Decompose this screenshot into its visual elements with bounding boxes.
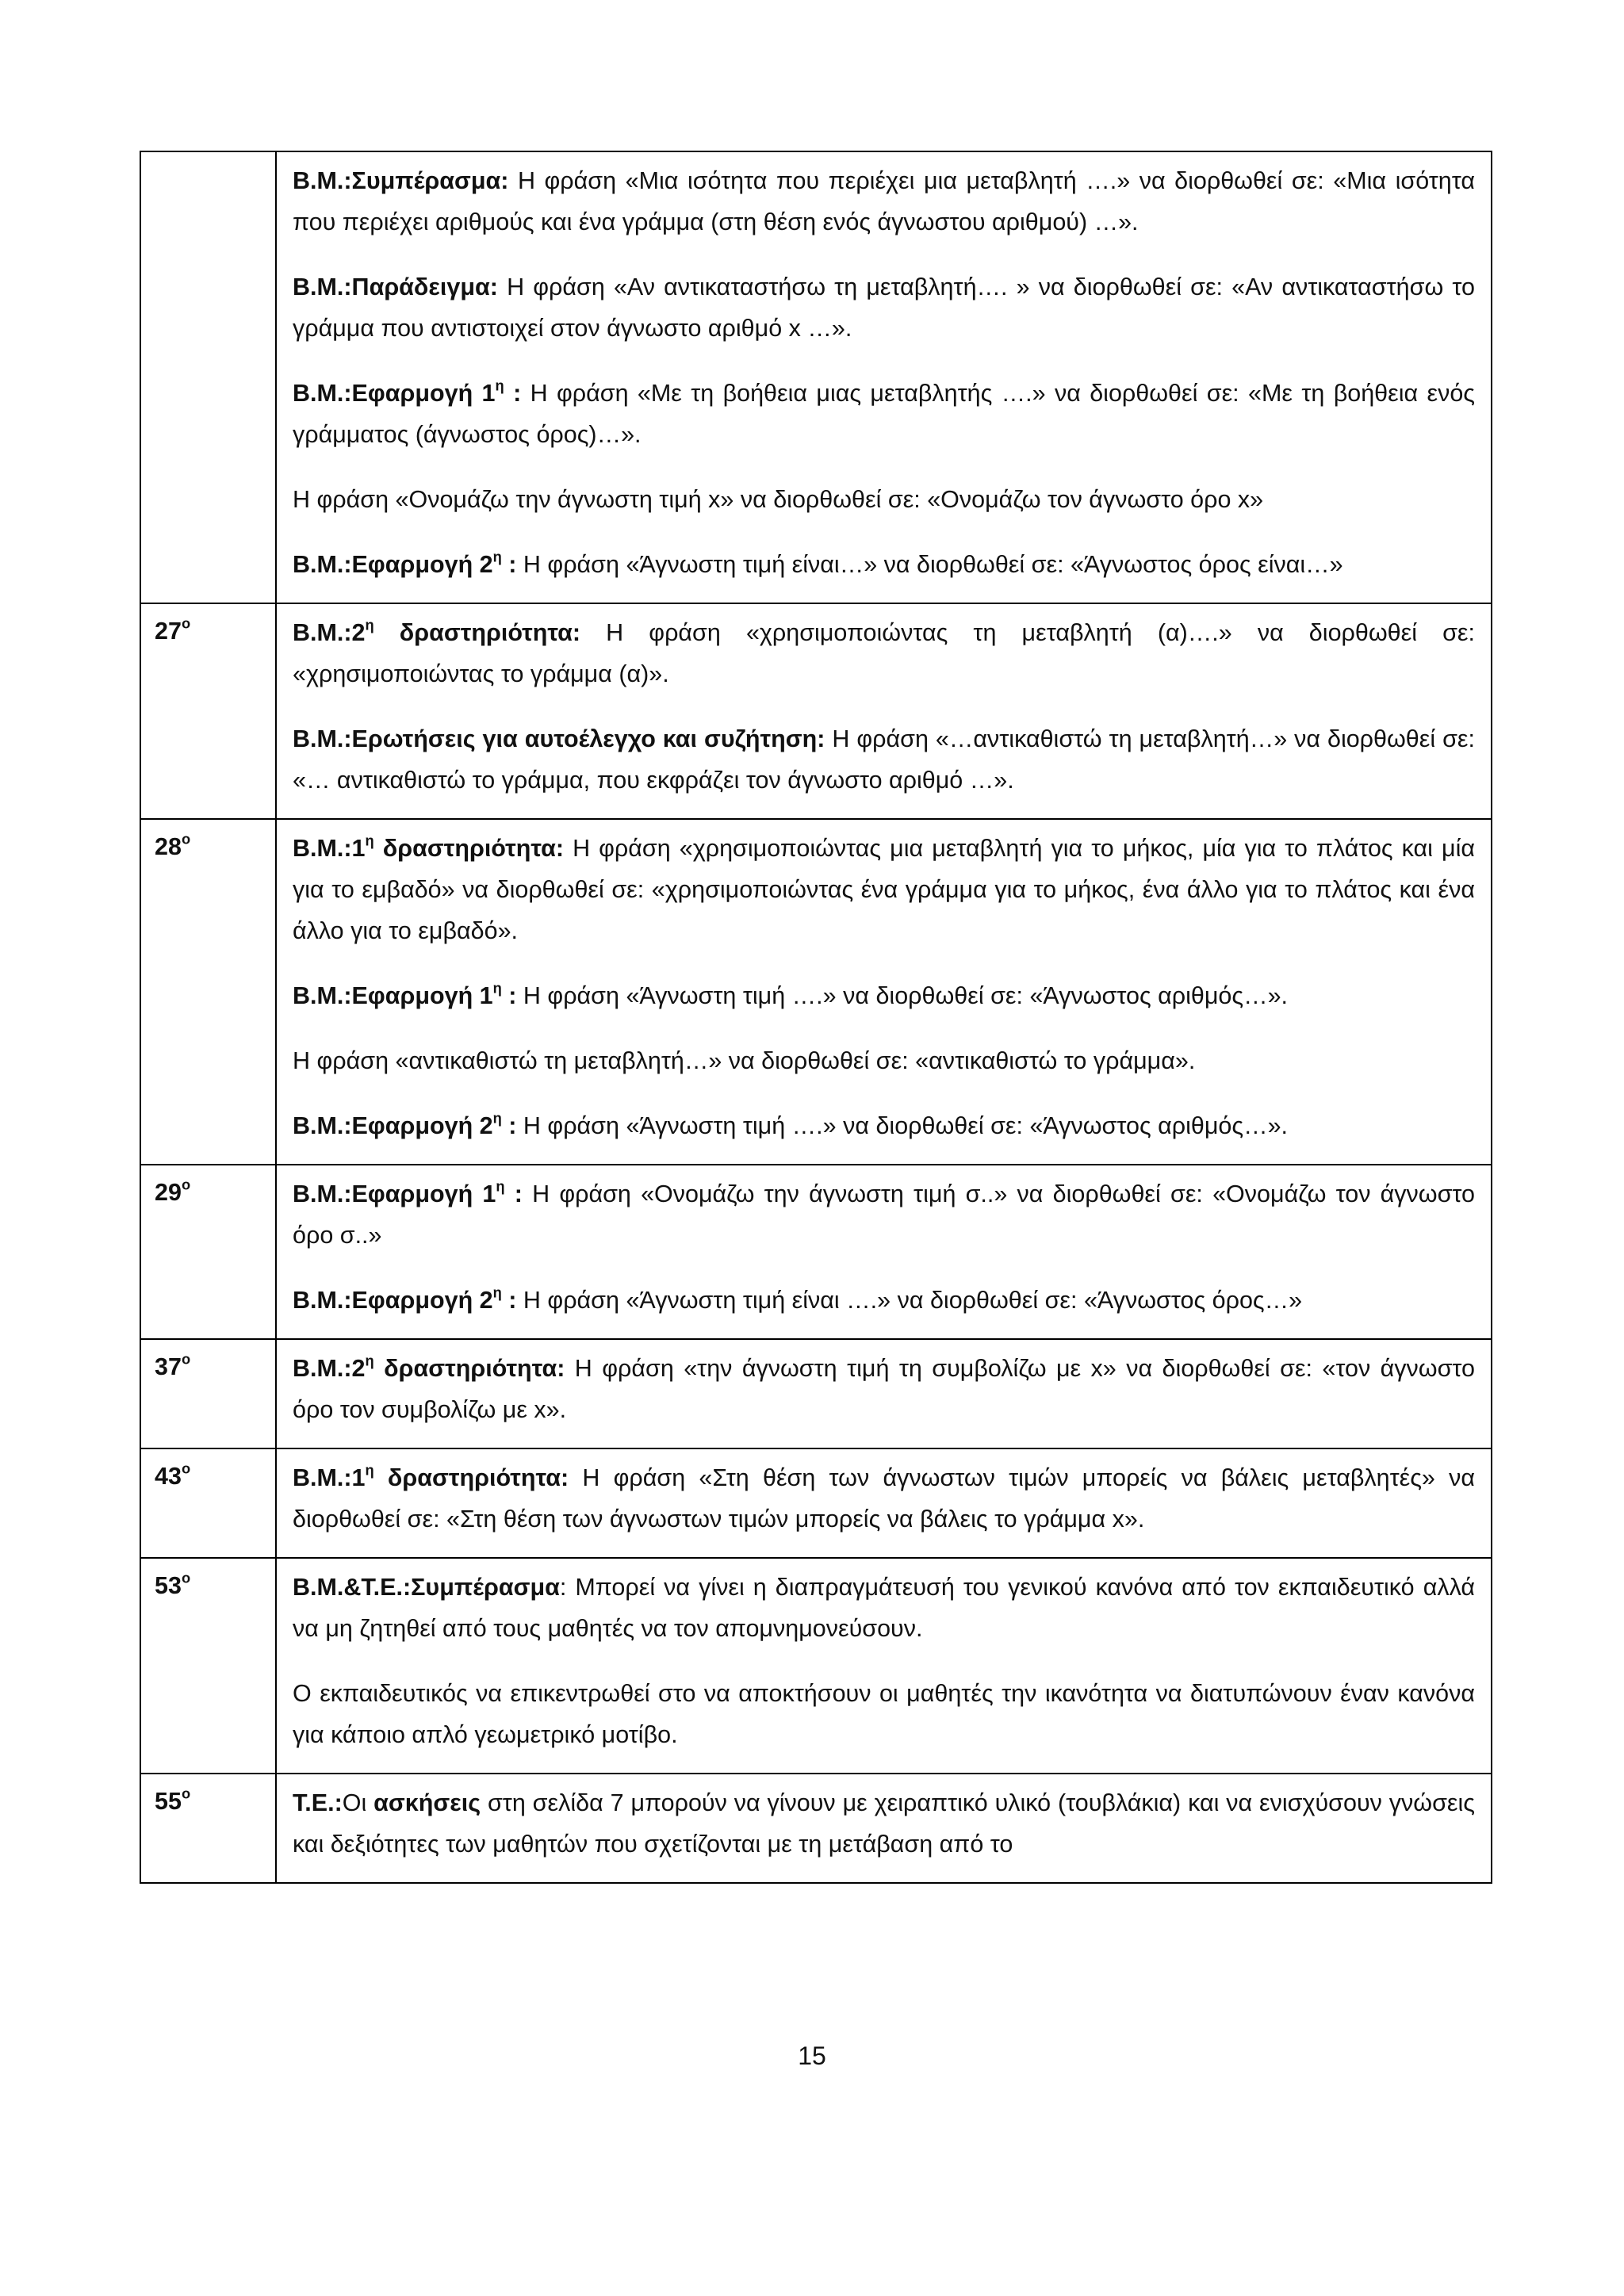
- paragraph-text: : Μπορεί να γίνει η διαπραγμάτευσή του γενικού κανόνα από τον εκπαιδευτικό αλλά να μη ζητηθεί από τους μαθητές να τον απομνημονεύσουν.: [293, 1574, 1475, 1642]
- bold-label: Β.Μ.:Εφαρμογή 1: [293, 982, 493, 1009]
- page-ref-cell: [140, 151, 276, 603]
- page-ref-number: 37: [155, 1353, 182, 1380]
- correction-paragraph: [293, 1348, 1475, 1430]
- table-row: [140, 1339, 1492, 1448]
- paragraph-text: Η φράση «Αν αντικαταστήσω τη μεταβλητή…. » να διορθωθεί σε: «Αν αντικαταστήσω το γράμμα που αντιστοιχεί στον άγνωστο αριθμό x …».: [293, 274, 1475, 342]
- correction-cell: [276, 1558, 1492, 1774]
- correction-paragraph: [293, 1673, 1475, 1755]
- paragraph-text: Η φράση «Άγνωστη τιμή είναι ….» να διορθωθεί σε: «Άγνωστος όρος…»: [516, 1287, 1303, 1314]
- paragraph-text: στη σελίδα 7 μπορούν να γίνουν με χειραπτικό υλικό (τουβλάκια) και να ενισχύσουν γνώσεις και δεξιότητες των μαθητών που σχετίζονται με τη μετάβαση από το: [293, 1789, 1475, 1858]
- bold-label: Β.Μ.:Ερωτήσεις για αυτοέλεγχο και συζήτηση:: [293, 725, 825, 752]
- bold-label: :: [501, 982, 517, 1009]
- bold-label: Β.Μ.:2: [293, 1355, 366, 1382]
- correction-paragraph: [293, 544, 1475, 585]
- correction-paragraph: [293, 1457, 1475, 1540]
- page-number: 15: [798, 2042, 826, 2070]
- paragraph-text: Η φράση «Άγνωστη τιμή ….» να διορθωθεί σε: «Άγνωστος αριθμός…».: [516, 1112, 1289, 1139]
- table-row: [140, 151, 1492, 603]
- correction-paragraph: [293, 718, 1475, 801]
- bold-label: δραστηριότητα:: [373, 619, 581, 646]
- bold-label: η: [492, 979, 502, 997]
- correction-paragraph: [293, 479, 1475, 520]
- paragraph-text: Η φράση «χρησιμοποιώντας τη μεταβλητή (α)….» να διορθωθεί σε: «χρησιμοποιώντας το γράμμα (α)».: [293, 619, 1475, 687]
- correction-paragraph: [293, 612, 1475, 695]
- bold-label: :: [504, 1181, 523, 1207]
- correction-paragraph: [293, 373, 1475, 455]
- correction-cell: [276, 603, 1492, 819]
- bold-label: η: [492, 548, 502, 565]
- page-ref-cell: [140, 1558, 276, 1774]
- page-ref-cell: [140, 819, 276, 1165]
- bold-label: η: [492, 1109, 502, 1127]
- page-ref-ordinal: ο: [181, 1176, 191, 1193]
- correction-cell: [276, 1339, 1492, 1448]
- correction-cell: [276, 1774, 1492, 1883]
- paragraph-text: Η φράση «την άγνωστη τιμή τη συμβολίζω με x» να διορθωθεί σε: «τον άγνωστο όρο τον συμβολίζω με x».: [293, 1355, 1475, 1423]
- correction-paragraph: [293, 1280, 1475, 1321]
- bold-label: η: [365, 1461, 374, 1479]
- bold-label: Β.Μ.&Τ.Ε.:Συμπέρασμα: [293, 1574, 560, 1601]
- correction-paragraph: [293, 828, 1475, 951]
- paragraph-text: Η φράση «Ονομάζω την άγνωστη τιμή x» να διορθωθεί σε: «Ονομάζω τον άγνωστο όρο x»: [293, 486, 1264, 513]
- page-ref-ordinal: ο: [181, 1350, 191, 1368]
- paragraph-text: Η φράση «χρησιμοποιώντας μια μεταβλητή για το μήκος, μία για το πλάτος και μία για το εμβαδό» να διορθωθεί σε: «χρησιμοποιώντας ένα γράμμα για το μήκος, ένα άλλο για το πλάτος και ένα άλλο για το εμβαδό».: [293, 835, 1475, 944]
- page-ref-cell: [140, 1774, 276, 1883]
- bold-label: δραστηριότητα:: [373, 835, 564, 862]
- bold-label: ασκήσεις: [373, 1789, 481, 1816]
- table-row: [140, 1448, 1492, 1558]
- table-body: [140, 151, 1492, 1883]
- page-ref-cell: [140, 1165, 276, 1339]
- bold-label: η: [365, 616, 374, 633]
- bold-label: η: [365, 1352, 374, 1369]
- bold-label: η: [496, 1177, 505, 1195]
- page-ref-ordinal: ο: [181, 830, 191, 848]
- bold-label: Β.Μ.:Εφαρμογή 2: [293, 1112, 493, 1139]
- correction-cell: [276, 151, 1492, 603]
- bold-label: η: [492, 1284, 502, 1301]
- table-row: [140, 603, 1492, 819]
- table-row: [140, 1165, 1492, 1339]
- page-ref-ordinal: ο: [181, 1460, 191, 1477]
- bold-label: :: [501, 1112, 517, 1139]
- correction-paragraph: [293, 266, 1475, 349]
- page-ref-ordinal: ο: [181, 1569, 191, 1586]
- correction-paragraph: [293, 1173, 1475, 1256]
- page-ref-number: 28: [155, 833, 182, 860]
- page-ref-number: 29: [155, 1179, 182, 1206]
- page-ref-cell: [140, 1448, 276, 1558]
- correction-cell: [276, 819, 1492, 1165]
- bold-label: Β.Μ.:Παράδειγμα:: [293, 274, 498, 300]
- paragraph-text: Οι: [342, 1789, 374, 1816]
- bold-label: :: [504, 380, 522, 407]
- bold-label: δραστηριότητα:: [373, 1464, 569, 1491]
- page-ref-number: 43: [155, 1463, 182, 1490]
- paragraph-text: Η φράση «Ονομάζω την άγνωστη τιμή σ..» να διορθωθεί σε: «Ονομάζω τον άγνωστο όρο σ..»: [293, 1181, 1476, 1249]
- bold-label: Β.Μ.:2: [293, 619, 366, 646]
- correction-paragraph: [293, 1040, 1475, 1081]
- bold-label: δραστηριότητα:: [373, 1355, 565, 1382]
- table-row: [140, 819, 1492, 1165]
- page-ref-number: 55: [155, 1788, 182, 1815]
- page-ref-number: 27: [155, 618, 182, 645]
- bold-label: Β.Μ.:Εφαρμογή 1: [293, 380, 496, 407]
- page-ref-ordinal: ο: [181, 614, 191, 632]
- paragraph-text: Η φράση «…αντικαθιστώ τη μεταβλητή…» να διορθωθεί σε: «… αντικαθιστώ το γράμμα, που εκφράζει τον άγνωστο αριθμό …».: [293, 725, 1475, 794]
- bold-label: Β.Μ.:Εφαρμογή 1: [293, 1181, 496, 1207]
- correction-paragraph: [293, 975, 1475, 1016]
- bold-label: Β.Μ.:1: [293, 835, 366, 862]
- bold-label: Τ.Ε.:: [293, 1789, 343, 1816]
- table-row: [140, 1774, 1492, 1883]
- paragraph-text: Η φράση «Με τη βοήθεια μιας μεταβλητής ….» να διορθωθεί σε: «Με τη βοήθεια ενός γράμματος (άγνωστος όρος)…».: [293, 380, 1476, 448]
- page-ref-ordinal: ο: [181, 1785, 191, 1802]
- correction-paragraph: [293, 160, 1475, 243]
- table-row: [140, 1558, 1492, 1774]
- paragraph-text: Η φράση «Στη θέση των άγνωστων τιμών μπορείς να βάλεις μεταβλητές» να διορθωθεί σε: «Στη θέση των άγνωστων τιμών μπορείς να βάλεις το γράμμα x».: [293, 1464, 1475, 1533]
- bold-label: :: [501, 1287, 517, 1314]
- correction-cell: [276, 1165, 1492, 1339]
- bold-label: Β.Μ.:Συμπέρασμα:: [293, 167, 509, 194]
- bold-label: Β.Μ.:Εφαρμογή 2: [293, 551, 493, 578]
- correction-cell: [276, 1448, 1492, 1558]
- correction-paragraph: [293, 1782, 1475, 1865]
- paragraph-text: Η φράση «Μια ισότητα που περιέχει μια μεταβλητή ….» να διορθωθεί σε: «Μια ισότητα που περιέχει αριθμούς και ένα γράμμα (στη θέση ενός άγνωστου αριθμού) …».: [293, 167, 1475, 235]
- page-ref-cell: [140, 1339, 276, 1448]
- bold-label: :: [501, 551, 517, 578]
- bold-label: Β.Μ.:Εφαρμογή 2: [293, 1287, 493, 1314]
- bold-label: η: [365, 832, 374, 849]
- paragraph-text: Η φράση «Άγνωστη τιμή ….» να διορθωθεί σε: «Άγνωστος αριθμός…».: [516, 982, 1289, 1009]
- paragraph-text: Η φράση «αντικαθιστώ τη μεταβλητή…» να διορθωθεί σε: «αντικαθιστώ το γράμμα».: [293, 1047, 1196, 1074]
- page-ref-cell: [140, 603, 276, 819]
- page-ref-number: 53: [155, 1572, 182, 1599]
- corrections-table: [140, 151, 1492, 1884]
- bold-label: η: [495, 377, 504, 394]
- paragraph-text: Η φράση «Άγνωστη τιμή είναι…» να διορθωθεί σε: «Άγνωστος όρος είναι…»: [516, 551, 1343, 578]
- correction-paragraph: [293, 1105, 1475, 1146]
- paragraph-text: Ο εκπαιδευτικός να επικεντρωθεί στο να αποκτήσουν οι μαθητές την ικανότητα να διατυπώνουν έναν κανόνα για κάποιο απλό γεωμετρικό μοτίβο.: [293, 1680, 1475, 1748]
- correction-paragraph: [293, 1567, 1475, 1649]
- bold-label: Β.Μ.:1: [293, 1464, 366, 1491]
